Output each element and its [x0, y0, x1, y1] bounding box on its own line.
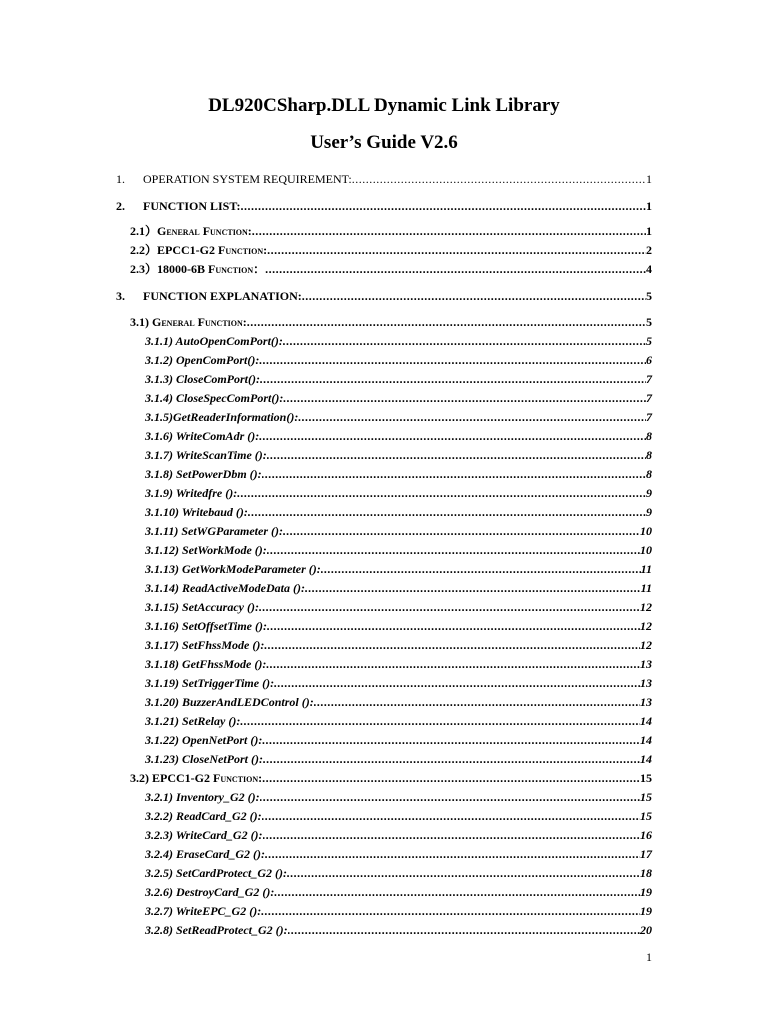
toc-text: 3.1.1) AutoOpenComPort(): — [145, 334, 283, 348]
toc-text: 3.1.11) SetWGParameter (): — [145, 524, 283, 538]
toc-entry-3-1-18[interactable] — [145, 656, 652, 672]
toc-text: FUNCTION EXPLANATION: — [143, 289, 302, 303]
toc-text: 3.2.8) SetReadProtect_G2 (): — [145, 923, 288, 937]
toc-entry-3-2-5[interactable] — [145, 865, 652, 881]
toc-page-number: 10 — [640, 543, 652, 557]
toc-page-number: 13 — [640, 695, 652, 709]
toc-entry-3-1-22[interactable] — [145, 732, 652, 748]
toc-leader-dots — [264, 637, 640, 653]
toc-leader-dots — [267, 542, 640, 558]
toc-leader-dots — [240, 713, 640, 729]
toc-page-number: 7 — [646, 410, 652, 424]
toc-entry-3-1-8[interactable] — [145, 466, 652, 482]
toc-number: 1. — [116, 172, 125, 186]
toc-leader-dots — [314, 694, 640, 710]
toc-text: 3.1.6) WriteComAdr (): — [145, 429, 260, 443]
toc-leader-dots — [261, 903, 640, 919]
toc-entry-3-1-17[interactable] — [145, 637, 652, 653]
toc-leader-dots — [263, 827, 640, 843]
toc-leader-dots — [267, 242, 646, 258]
toc-page-number: 15 — [640, 809, 652, 823]
toc-text: 3.2.6) DestroyCard_G2 (): — [145, 885, 275, 899]
toc-text: General Function: — [152, 315, 247, 329]
toc-entry-3-1-9[interactable] — [145, 485, 652, 501]
toc-text: 3.1.16) SetOffsetTime (): — [145, 619, 267, 633]
toc-leader-dots — [321, 561, 641, 577]
toc-entry-3-2-4[interactable] — [145, 846, 652, 862]
toc-leader-dots — [265, 261, 646, 277]
toc-page-number: 8 — [646, 448, 652, 462]
toc-leader-dots — [283, 390, 646, 406]
toc-leader-dots — [262, 732, 640, 748]
toc-leader-dots — [302, 288, 646, 304]
toc-page-number: 7 — [646, 391, 652, 405]
toc-entry-3-1-7[interactable] — [145, 447, 652, 463]
toc-leader-dots — [248, 504, 646, 520]
toc-text: 3.1.14) ReadActiveModeData (): — [145, 581, 305, 595]
toc-leader-dots — [259, 428, 646, 444]
toc-entry-3[interactable] — [116, 288, 652, 304]
toc-entry-3-2-8[interactable] — [145, 922, 652, 938]
toc-leader-dots — [252, 223, 646, 239]
toc-entry-3-1-6[interactable] — [145, 428, 652, 444]
toc-entry-3-1-23[interactable] — [145, 751, 652, 767]
toc-text: 3.1.9) Writedfre (): — [145, 486, 238, 500]
toc-page-number: 5 — [646, 315, 652, 329]
toc-entry-3-1-13[interactable] — [145, 561, 652, 577]
toc-page-number: 15 — [640, 790, 652, 804]
toc-text: 3.1.20) BuzzerAndLEDControl (): — [145, 695, 314, 709]
toc-leader-dots — [262, 466, 646, 482]
toc-page-number: 1 — [646, 224, 652, 238]
toc-leader-dots — [283, 333, 646, 349]
toc-leader-dots — [262, 770, 640, 786]
toc-number: 2. — [116, 199, 125, 213]
toc-text: 3.1.13) GetWorkModeParameter (): — [145, 562, 321, 576]
toc-entry-3-1-14[interactable] — [145, 580, 652, 596]
toc-leader-dots — [298, 409, 646, 425]
toc-entry-3-2-1[interactable] — [145, 789, 652, 805]
toc-entry-3-1-1[interactable] — [145, 333, 652, 349]
toc-text: EPCC1-G2 Function: — [152, 771, 263, 785]
toc-page-number: 4 — [646, 262, 652, 276]
toc-leader-dots — [266, 656, 640, 672]
toc-entry-3-2-2[interactable] — [145, 808, 652, 824]
toc-page-number: 14 — [640, 714, 652, 728]
toc-entry-3-2-3[interactable] — [145, 827, 652, 843]
toc-number: 3. — [116, 289, 125, 303]
toc-page-number: 5 — [646, 334, 652, 348]
toc-entry-3-1-16[interactable] — [145, 618, 652, 634]
toc-text: 3.2.7) WriteEPC_G2 (): — [145, 904, 262, 918]
toc-entry-3-1-15[interactable] — [145, 599, 652, 615]
toc-entry-3-1[interactable] — [130, 314, 652, 330]
toc-page-number: 8 — [646, 467, 652, 481]
toc-entry-2-3[interactable] — [130, 261, 652, 277]
toc-text: OPERATION SYSTEM REQUIREMENT: — [143, 172, 352, 186]
toc-leader-dots — [265, 846, 640, 862]
toc-leader-dots — [267, 447, 646, 463]
toc-page-number: 15 — [640, 771, 652, 785]
toc-page-number: 16 — [640, 828, 652, 842]
toc-page-number: 19 — [640, 904, 652, 918]
toc-text: 3.1.23) CloseNetPort (): — [145, 752, 263, 766]
toc-text: 3.1.10) Writebaud (): — [145, 505, 248, 519]
toc-text: 3.2.1) Inventory_G2 (): — [145, 790, 260, 804]
toc-entry-3-2[interactable] — [130, 770, 652, 786]
toc-page-number: 17 — [640, 847, 652, 861]
toc-page-number: 1 — [646, 172, 652, 186]
toc-text: 3.1.3) CloseComPort(): — [145, 372, 260, 386]
toc-leader-dots — [237, 485, 646, 501]
toc-page-number: 20 — [640, 923, 652, 937]
toc-entry-2-1[interactable] — [130, 223, 652, 239]
toc-leader-dots — [262, 808, 640, 824]
toc-entry-3-1-3[interactable] — [145, 371, 652, 387]
toc-text: 18000-6B Function： — [157, 262, 266, 276]
document-subtitle: User’s Guide V2.6 — [310, 132, 458, 153]
toc-text: 3.1.8) SetPowerDbm (): — [145, 467, 262, 481]
toc-page-number: 9 — [646, 505, 652, 519]
toc-leader-dots — [274, 675, 640, 691]
toc-page-number: 11 — [640, 562, 652, 576]
toc-text: 3.2.2) ReadCard_G2 (): — [145, 809, 262, 823]
toc-text: 3.1.12) SetWorkMode (): — [145, 543, 267, 557]
toc-page-number: 5 — [646, 289, 652, 303]
toc-text: 3.1.22) OpenNetPort (): — [145, 733, 263, 747]
toc-entry-2-2[interactable] — [130, 242, 652, 258]
toc-page-number: 12 — [640, 600, 652, 614]
toc-text: 3.2.5) SetCardProtect_G2 (): — [145, 866, 287, 880]
toc-page-number: 10 — [640, 524, 652, 538]
toc-leader-dots — [287, 865, 640, 881]
toc-leader-dots — [240, 198, 646, 214]
toc-number: 2.3） — [130, 262, 158, 276]
toc-text: 3.1.7) WriteScanTime (): — [145, 448, 267, 462]
toc-page-number: 2 — [646, 243, 652, 257]
toc-text: FUNCTION LIST: — [143, 199, 241, 213]
toc-leader-dots — [259, 599, 640, 615]
toc-leader-dots — [274, 884, 640, 900]
toc-entry-3-1-10[interactable] — [145, 504, 652, 520]
toc-text: 3.1.17) SetFhssMode (): — [145, 638, 265, 652]
toc-number: 3.2) — [130, 771, 149, 785]
toc-page-number: 19 — [640, 885, 652, 899]
toc-number: 2.2） — [130, 243, 158, 257]
toc-text: 3.1.21) SetRelay (): — [145, 714, 241, 728]
toc-entry-3-2-7[interactable] — [145, 903, 652, 919]
toc-page-number: 9 — [646, 486, 652, 500]
toc-text: 3.1.18) GetFhssMode (): — [145, 657, 267, 671]
toc-page-number: 18 — [640, 866, 652, 880]
toc-page-number: 12 — [640, 638, 652, 652]
toc-entry-2[interactable] — [116, 198, 652, 214]
toc-leader-dots — [260, 789, 640, 805]
toc-leader-dots — [305, 580, 641, 596]
toc-leader-dots — [288, 922, 640, 938]
toc-entry-3-1-4[interactable] — [145, 390, 652, 406]
toc-entry-3-1-2[interactable] — [145, 352, 652, 368]
toc-page-number: 14 — [640, 752, 652, 766]
toc-text: 3.1.4) CloseSpecComPort(): — [145, 391, 284, 405]
toc-page-number: 8 — [646, 429, 652, 443]
toc-entry-3-1-19[interactable] — [145, 675, 652, 691]
toc-text: 3.2.3) WriteCard_G2 (): — [145, 828, 263, 842]
toc-page-number: 6 — [646, 353, 652, 367]
toc-text: 3.1.19) SetTriggerTime (): — [145, 676, 275, 690]
toc-leader-dots — [260, 371, 646, 387]
toc-leader-dots — [263, 751, 640, 767]
toc-text: General Function: — [157, 224, 252, 238]
page-number: 1 — [646, 950, 652, 964]
toc-page-number: 14 — [640, 733, 652, 747]
toc-page-number: 13 — [640, 657, 652, 671]
toc-leader-dots — [267, 618, 640, 634]
toc-entry-3-1-11[interactable] — [145, 523, 652, 539]
toc-text: 3.1.15) SetAccuracy (): — [145, 600, 259, 614]
toc-page-number: 13 — [640, 676, 652, 690]
toc-entry-3-1-20[interactable] — [145, 694, 652, 710]
toc-number: 3.1) — [130, 315, 149, 329]
toc-leader-dots — [247, 314, 646, 330]
toc-page-number: 11 — [640, 581, 652, 595]
toc-leader-dots — [259, 352, 646, 368]
toc-page-number: 12 — [640, 619, 652, 633]
toc-entry-3-1-12[interactable] — [145, 542, 652, 558]
toc-entry-1[interactable] — [116, 171, 652, 187]
toc-text: EPCC1-G2 Function: — [157, 243, 268, 257]
toc-page-number: 7 — [646, 372, 652, 386]
toc-leader-dots — [283, 523, 640, 539]
toc-page-number: 1 — [646, 199, 652, 213]
toc-entry-3-1-21[interactable] — [145, 713, 652, 729]
toc-leader-dots — [352, 171, 646, 187]
toc-text: 3.2.4) EraseCard_G2 (): — [145, 847, 265, 861]
toc-number: 2.1） — [130, 224, 158, 238]
document-title: DL920CSharp.DLL Dynamic Link Library — [208, 95, 560, 116]
toc-entry-3-2-6[interactable] — [145, 884, 652, 900]
toc-entry-3-1-5[interactable] — [145, 409, 652, 425]
toc-text: 3.1.5)GetReaderInformation(): — [145, 410, 299, 424]
toc-text: 3.1.2) OpenComPort(): — [145, 353, 260, 367]
